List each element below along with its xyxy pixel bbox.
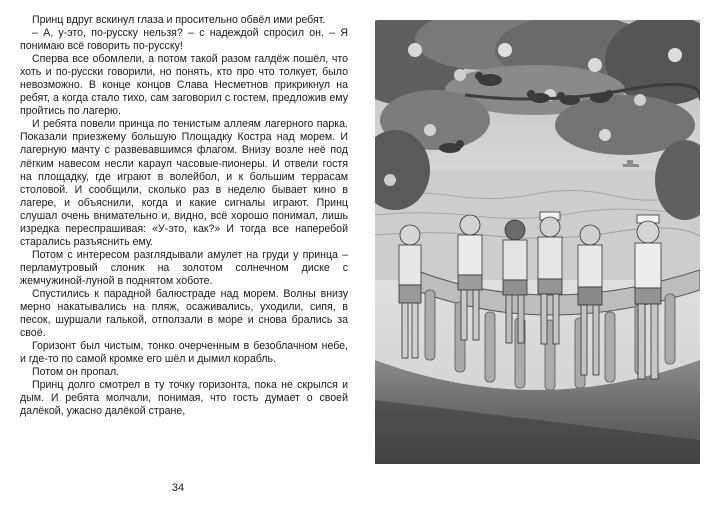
illustration-boys-on-balustrade	[375, 20, 700, 464]
paragraph: Потом он пропал.	[32, 366, 120, 379]
paragraph: Принц долго смотрел в ту точку горизонта, пока не скрылся и дым. И ребята молчали, понимая, что гость думает о своей далёкой, ужасно далёкой стране,	[20, 379, 348, 418]
paragraph: Горизонт был чистым, тонко очерченным в безоблачном небе, и где-то по самой кромке его шёл и дымил корабль.	[20, 340, 348, 366]
paragraph: И ребята повели принца по тенистым аллеям лагерного парка. Показали приезжему большую Площадку Костра над морем. И лагерную мачту с развевавшимся флагом. Внизу возле неё под лёгким навесом несли караул часовые-пионеры. И отвели гостя на площадку, где играют в волейбол, и к большим террасам столовой. И сообщили, сколько раз в неделю бывает кино в лагере, и объяснили, когда и какие сигналы играют. Принц слушал очень внимательно и, видно, всё хорошо понимал, лишь изредка переспрашивая: «У-это, как?» И тогда все наперебой старались разъяснить ему.	[20, 118, 348, 248]
paragraph: Потом с интересом разглядывали амулет на груди у принца – перламутровый слоник на золотом солнечном диске с жемчужиной-луной в поднятом хоботе.	[20, 248, 348, 287]
text-column	[20, 14, 348, 418]
page-number: 34	[171, 482, 185, 494]
paragraph: – А, у-это, по-русску нельзя? – с надеждой спросил он. – Я понимаю всё говорить по-русску!	[20, 27, 348, 53]
paragraph: Спустились к парадной балюстраде над морем. Волны внизу мерно накатывались на пляж, осаживались, уходили, сипя, в песок, шуршали галькой, отползали в море и снова брались за своё.	[20, 287, 348, 340]
paragraph: Сперва все обомлели, а потом такой разом галдёж пошёл, что хоть и по-русски говорили, но понять, кто про что толкует, было невозможно. В конце концов Слава Несметнов прикрикнул на ребят, а когда стало тихо, сам заговорил с гостем, предложив ему пройтись по лагерю.	[20, 53, 348, 118]
paragraph: Принц вдруг вскинул глаза и просительно обвёл ими ребят.	[32, 14, 326, 26]
